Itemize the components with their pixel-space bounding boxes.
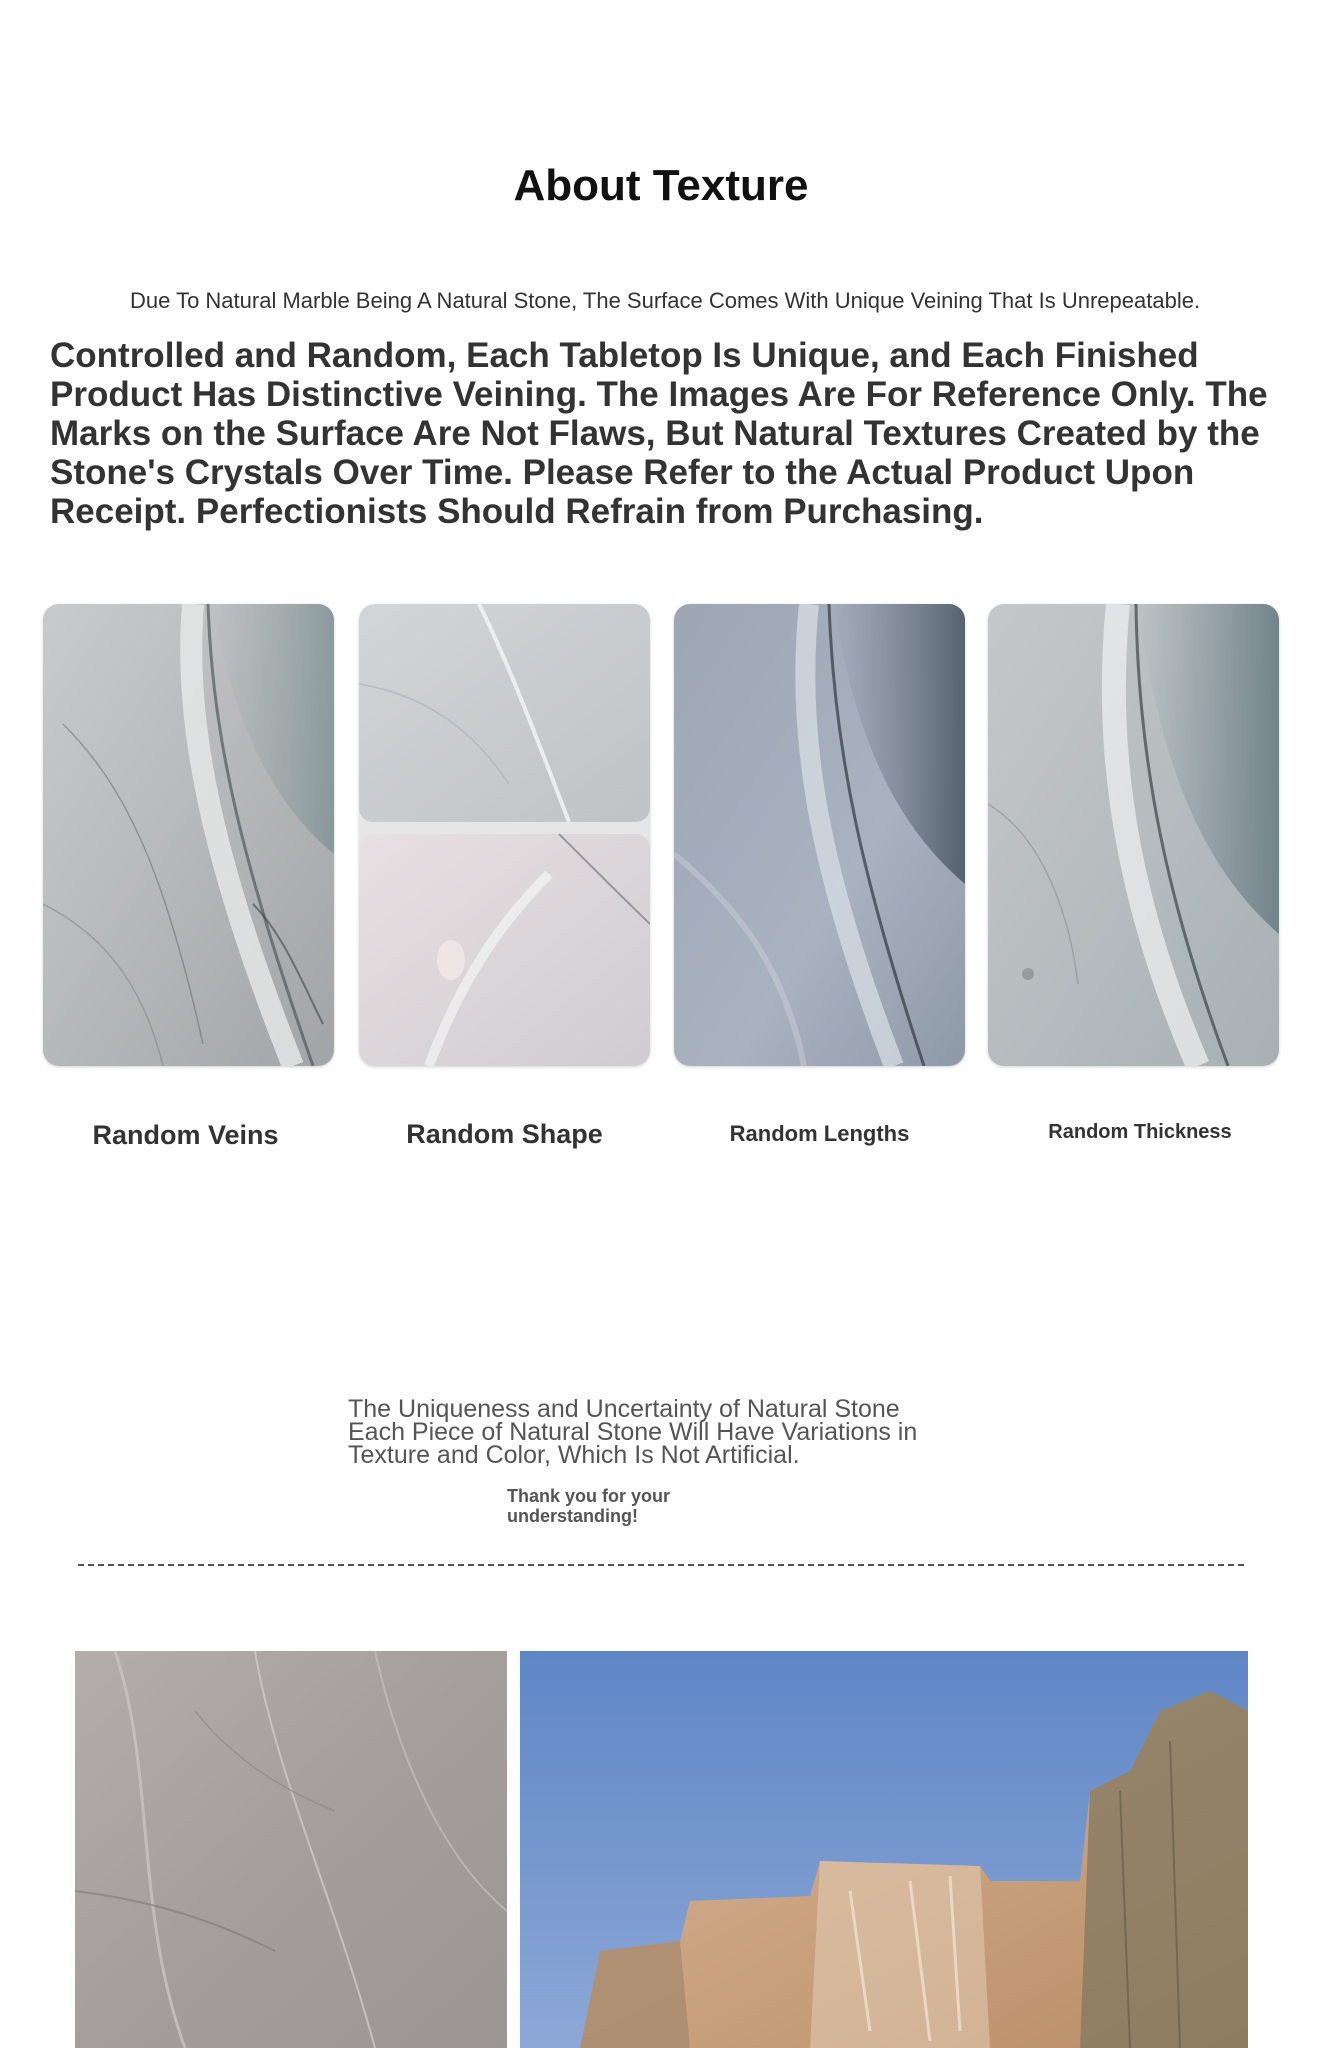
texture-label-lengths: Random Lengths — [729, 1121, 910, 1146]
intro-subtitle: Due To Natural Marble Being A Natural Stone, The Surface Comes With Unique Veining That Is Unrepeatable. — [130, 288, 1201, 313]
marble-thickness-image — [988, 604, 1279, 1066]
texture-label-shape: Random Shape — [406, 1119, 603, 1149]
dashed-divider — [78, 1564, 1244, 1566]
texture-label-thickness: Random Thickness — [1048, 1121, 1232, 1143]
disclaimer-text: Controlled and Random, Each Tabletop Is Unique, and Each Finished Product Has Distinctive Veining. The Images Are For Reference Only. The Marks on the Surface Are Not Flaws, But Natural Textures Created by the Stone's Crystals Over Time. Please Refer to the Actual Product Upon Receipt. Perfectionists Should Refrain from Purchasing. — [50, 336, 1268, 531]
marble-shape-image — [359, 604, 650, 1066]
page-title: About Texture — [513, 161, 809, 210]
uniqueness-body: Each Piece of Natural Stone Will Have Variations in Texture and Color, Which Is Not Artificial. — [348, 1418, 918, 1469]
marble-lengths-image — [674, 604, 965, 1066]
marble-veins-image — [43, 604, 334, 1066]
texture-label-veins: Random Veins — [92, 1120, 279, 1150]
stone-quarry-image — [520, 1651, 1248, 2048]
grey-marble-slab-image — [75, 1651, 507, 2048]
thanks-note: Thank you for your understanding! — [507, 1486, 671, 1526]
uniqueness-heading: The Uniqueness and Uncertainty of Natural Stone — [348, 1395, 900, 1423]
uniqueness-note — [348, 1395, 988, 1469]
